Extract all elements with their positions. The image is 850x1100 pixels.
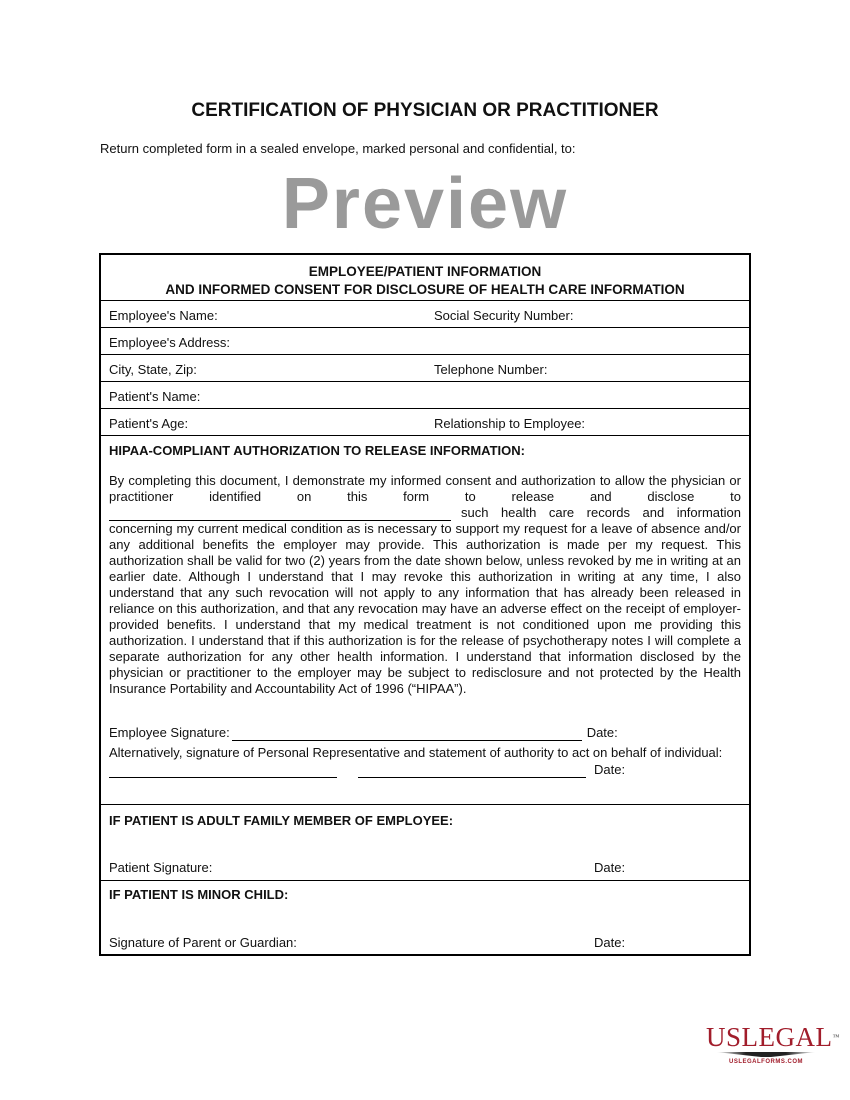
field-label: Employee's Address:: [109, 335, 230, 350]
field-label: Employee Signature:: [109, 725, 230, 740]
eagle-wing-icon: [716, 1052, 816, 1057]
logo-tm: ™: [832, 1033, 840, 1041]
uslegal-logo: [706, 1022, 840, 1065]
preview-watermark: Preview: [281, 164, 569, 244]
paragraph-start: By completing this document, I demonstrate my informed consent and authorization to allow the physician or practitioner identified on this form to release and disclose to: [109, 473, 741, 504]
section-heading: IF PATIENT IS ADULT FAMILY MEMBER OF EMPLOYEE:: [109, 813, 454, 828]
field-label: Employee's Name:: [109, 308, 218, 323]
logo-url: USLEGALFORMS.COM: [729, 1059, 803, 1065]
representative-note: Alternatively, signature of Personal Representative and statement of authority to act on behalf of individual:: [109, 745, 723, 760]
field-label: Telephone Number:: [434, 362, 548, 377]
employee-address-row[interactable]: [101, 328, 749, 355]
patient-name-row[interactable]: [101, 382, 749, 409]
field-label: Patient's Age:: [109, 416, 189, 431]
header-line-1: EMPLOYEE/PATIENT INFORMATION: [308, 264, 542, 279]
header-line-2: AND INFORMED CONSENT FOR DISCLOSURE OF HEALTH CARE INFORMATION: [165, 282, 685, 297]
field-label: Social Security Number:: [434, 308, 574, 323]
logo-brand: USLEGAL: [706, 1022, 833, 1052]
authority-statement-line[interactable]: [358, 763, 586, 778]
minor-child-section: [101, 881, 749, 954]
field-label: City, State, Zip:: [109, 362, 197, 377]
field-label: Patient's Name:: [109, 389, 201, 404]
section-heading: HIPAA-COMPLIANT AUTHORIZATION TO RELEASE INFORMATION:: [109, 443, 525, 458]
employee-signature-line[interactable]: [232, 726, 582, 741]
section-heading: IF PATIENT IS MINOR CHILD:: [109, 887, 289, 902]
employee-name-row[interactable]: [101, 301, 749, 328]
representative-signature-line[interactable]: [109, 763, 337, 778]
field-label: Date:: [594, 935, 626, 950]
field-label: Date:: [594, 860, 626, 875]
hipaa-section: [101, 436, 749, 805]
patient-age-row[interactable]: [101, 409, 749, 436]
representative-signature-row: [109, 762, 741, 778]
form-box: [99, 253, 751, 956]
field-label: Signature of Parent or Guardian:: [109, 935, 297, 950]
page-title: CERTIFICATION OF PHYSICIAN OR PRACTITIONER: [191, 100, 659, 121]
field-label: Date:: [586, 725, 618, 740]
city-state-zip-row[interactable]: [101, 355, 749, 382]
field-label: Relationship to Employee:: [434, 416, 586, 431]
authorization-paragraph: [109, 473, 741, 697]
field-label: Date:: [594, 762, 626, 777]
employee-signature-row: [109, 725, 741, 741]
form-header: [101, 255, 749, 301]
paragraph-rest: concerning my current medical condition as is necessary to support my request for a leave of absence and/or any additional benefits the employer may provide. This authorization is made per my request. This authorization shall be valid for two (2) years from the date shown below, unless revoked by me in writing at an earlier date. Although I understand that I may revoke this authorization in writing at any time, I also understand that any such revocation will not apply to any information that has already been released in reliance on this authorization, and that any revocation may have an adverse effect on the receipt of employer-provided benefits. I understand that my medical treatment is not conditioned upon me providing this authorization. I understand that if this authorization is for the release of psychotherapy notes I will complete a separate authorization for any other health information. I understand that information disclosed by the physician or practitioner to the employer may be subject to redisclosure and not protected by the Health Insurance Portability and Accountability Act of 1996 (“HIPAA”).: [109, 521, 741, 696]
adult-family-section: [101, 805, 749, 881]
field-label: Patient Signature:: [109, 860, 213, 875]
return-instructions: Return completed form in a sealed envelope, marked personal and confidential, to:: [100, 141, 576, 156]
paragraph-blank-tail: such health care records and information: [461, 505, 741, 520]
recipient-blank[interactable]: [109, 506, 451, 521]
